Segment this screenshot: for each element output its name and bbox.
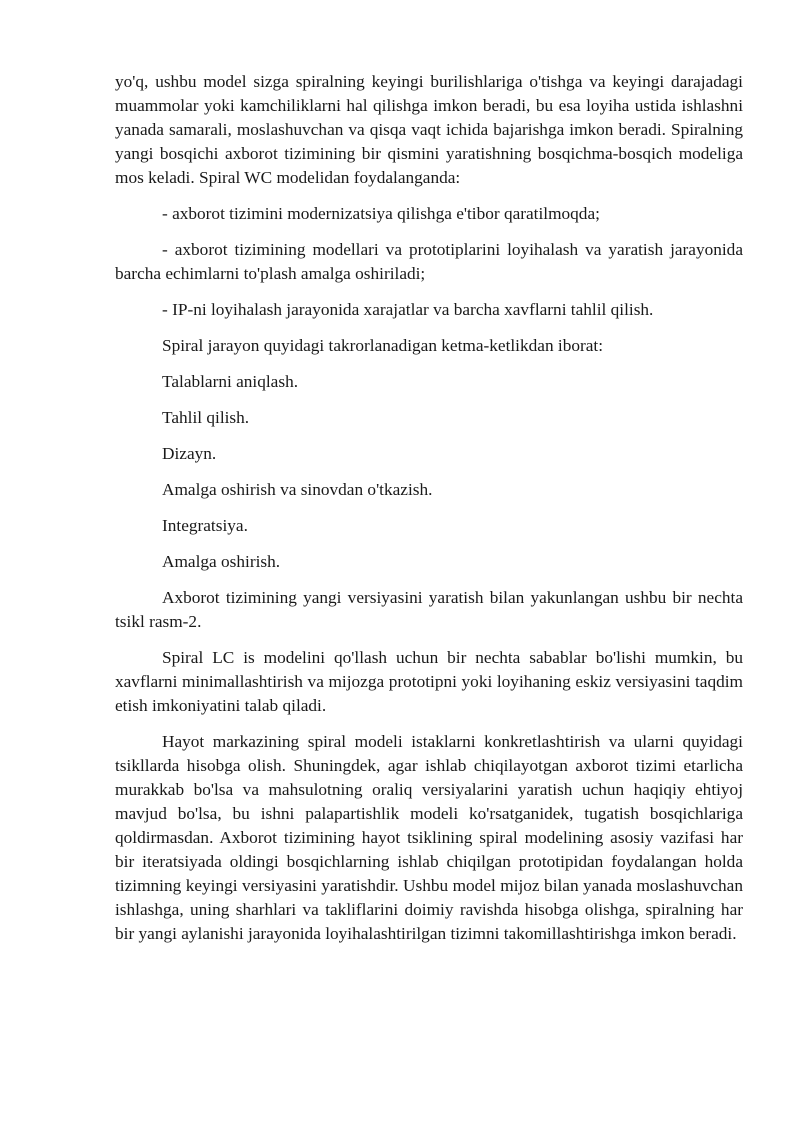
- paragraph-step-5: Integratsiya.: [162, 516, 248, 535]
- paragraph-new-version: Axborot tizimining yangi versiyasini yaratish bilan yakunlangan ushbu bir nechta tsikl rasm-2.: [115, 588, 743, 631]
- paragraph-step-4: Amalga oshirish va sinovdan o'tkazish.: [162, 480, 433, 499]
- paragraph-bullet-2: - axborot tizimining modellari va prototiplarini loyihalash va yaratish jarayonida barcha echimlarni to'plash amalga oshiriladi;: [115, 240, 743, 283]
- paragraph-step-6: Amalga oshirish.: [162, 552, 281, 571]
- paragraph-reasons: Spiral LC is modelini qo'llash uchun bir nechta sabablar bo'lishi mumkin, bu xavflarni minimallashtirish va mijozga prototipni yoki loyihaning eskiz versiyasini taqdim etish imkoniyatini talab qiladi.: [115, 648, 743, 715]
- paragraph-bullet-1: - axborot tizimini modernizatsiya qilishga e'tibor qaratilmoqda;: [162, 204, 600, 223]
- paragraph-spiral-model: Hayot markazining spiral modeli istaklarni konkretlashtirish va ularni quyidagi tsikllarda hisobga olish. Shuningdek, agar ishlab chiqilayotgan axborot tizimi etarlicha murakkab bo'lsa va mahsulotning oraliq versiyalarini yaratish uchun haqiqiy ehtiyoj mavjud bo'lsa, bu ishni palapartishlik modeli ko'rsatganidek, tugatish bosqichlariga qoldirmasdan. Axborot tizimining hayot tsiklining spiral modelining asosiy vazifasi har bir iteratsiyada oldingi bosqichlarning ishlab chiqilgan prototipidan foydalangan holda tizimning keyingi versiyasini yaratishdir. Ushbu model mijoz bilan yanada moslashuvchan ishlashga, uning sharhlari va takliflarini doimiy ravishda hisobga olishga, spiralning har bir yangi aylanishi jarayonida loyihalashtirilgan tizimni takomillashtirishga imkon beradi.: [115, 732, 743, 943]
- paragraph-intro: yo'q, ushbu model sizga spiralning keyingi burilishlariga o'tishga va keyingi darajadagi muammolar yoki kamchiliklarni hal qilishga imkon beradi, bu esa loyiha ustida ishlashni yanada samarali, moslashuvchan va qisqa vaqt ichida bajarishga imkon beradi. Spiralning yangi bosqichi axborot tizimining bir qismini yaratishning bosqichma-bosqich modeliga mos keladi. Spiral WC modelidan foydalanganda:: [115, 72, 743, 187]
- paragraph-step-1: Talablarni aniqlash.: [162, 372, 299, 391]
- paragraph-step-3: Dizayn.: [162, 444, 217, 463]
- paragraph-bullet-3: - IP-ni loyihalash jarayonida xarajatlar va barcha xavflarni tahlil qilish.: [162, 300, 654, 319]
- paragraph-step-2: Tahlil qilish.: [162, 408, 250, 427]
- paragraph-sequence-intro: Spiral jarayon quyidagi takrorlanadigan ketma-ketlikdan iborat:: [162, 336, 604, 355]
- document-page: [115, 70, 743, 946]
